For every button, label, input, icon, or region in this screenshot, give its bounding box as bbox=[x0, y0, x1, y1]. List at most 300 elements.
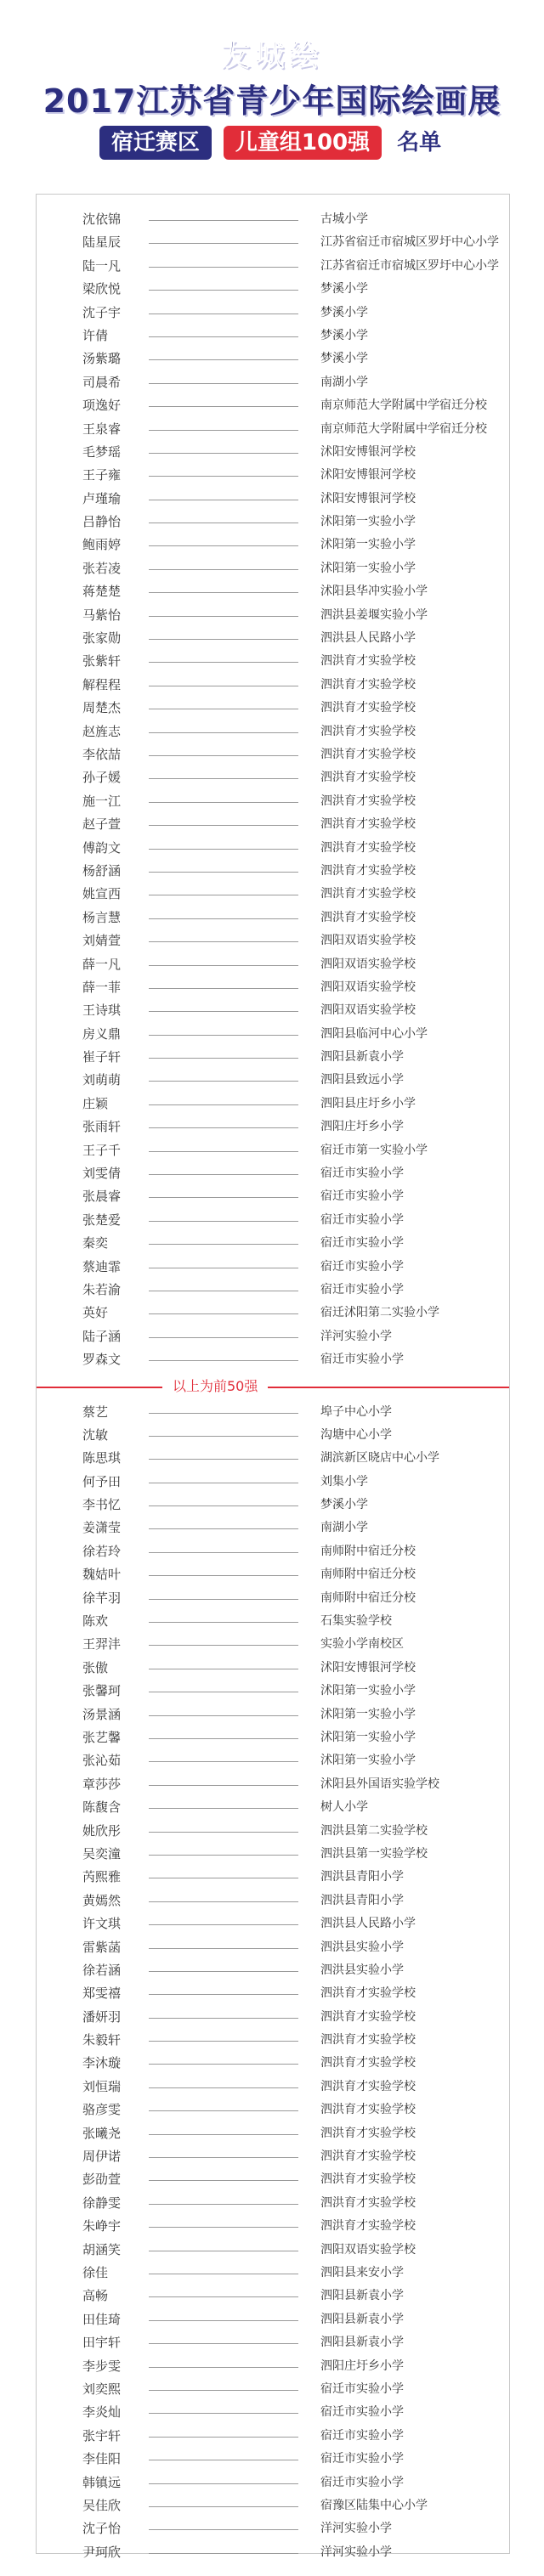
school-name: 泗洪育才实验学校 bbox=[320, 701, 416, 715]
list-item bbox=[37, 2541, 509, 2564]
school-name: 南京师范大学附属中学宿迁分校 bbox=[320, 398, 487, 413]
leader-line bbox=[149, 1313, 298, 1314]
page-title: 2017江苏省青少年国际绘画展 bbox=[42, 82, 502, 120]
list-item bbox=[37, 1325, 509, 1348]
school-name: 泗洪育才实验学校 bbox=[320, 2195, 416, 2210]
list-item bbox=[37, 1959, 509, 1982]
list-item bbox=[37, 534, 509, 556]
school-name: 洋河实验小学 bbox=[320, 2545, 392, 2559]
divider-label: 以上为前50强 bbox=[162, 1376, 268, 1398]
list-item bbox=[37, 953, 509, 976]
student-name: 张楚爱 bbox=[82, 1212, 122, 1228]
school-name: 南湖小学 bbox=[320, 375, 368, 389]
leader-line bbox=[149, 2413, 298, 2414]
leader-line bbox=[149, 1436, 298, 1437]
school-name: 泗阳县临河中心小学 bbox=[320, 1026, 428, 1041]
list-item bbox=[37, 1302, 509, 1325]
school-name: 沭阳安博银河学校 bbox=[320, 491, 416, 506]
student-name: 胡涵笑 bbox=[82, 2241, 122, 2257]
student-name: 张家勋 bbox=[82, 630, 122, 647]
student-name: 王诗琪 bbox=[82, 1003, 122, 1019]
leader-line bbox=[149, 988, 298, 989]
list-item bbox=[37, 2052, 509, 2075]
student-name: 张沁茹 bbox=[82, 1753, 122, 1769]
leader-line bbox=[149, 1622, 298, 1623]
list-item bbox=[37, 1633, 509, 1656]
school-name: 梦溪小学 bbox=[320, 282, 368, 297]
school-name: 沭阳第一实验小学 bbox=[320, 561, 416, 575]
list-item bbox=[37, 1703, 509, 1726]
leader-line bbox=[149, 1645, 298, 1646]
leader-line bbox=[149, 1855, 298, 1856]
school-name: 江苏省宿迁市宿城区罗圩中心小学 bbox=[320, 258, 499, 273]
student-name: 李佳阳 bbox=[82, 2451, 122, 2467]
leader-line bbox=[149, 1761, 298, 1762]
leader-line bbox=[149, 1948, 298, 1949]
school-name: 南师附中宿迁分校 bbox=[320, 1590, 416, 1605]
school-name: 沭阳安博银河学校 bbox=[320, 468, 416, 483]
student-name: 陈馥含 bbox=[82, 1799, 122, 1816]
school-name: 泗洪育才实验学校 bbox=[320, 2033, 416, 2048]
list-item bbox=[37, 1563, 509, 1586]
leader-line bbox=[149, 2390, 298, 2391]
list-item bbox=[37, 2494, 509, 2517]
list-item bbox=[37, 2448, 509, 2471]
school-name: 泗洪育才实验学校 bbox=[320, 2103, 416, 2117]
list-item bbox=[37, 1610, 509, 1633]
list-item bbox=[37, 2099, 509, 2121]
school-name: 泗洪育才实验学校 bbox=[320, 2009, 416, 2024]
school-name: 宿迁市实验小学 bbox=[320, 1167, 404, 1181]
leader-line bbox=[149, 592, 298, 593]
student-name: 李步雯 bbox=[82, 2358, 122, 2374]
school-name: 泗洪县青阳小学 bbox=[320, 1870, 404, 1884]
school-name: 洋河实验小学 bbox=[320, 1329, 392, 1343]
student-name: 尹珂欣 bbox=[82, 2544, 122, 2560]
leader-line bbox=[149, 2529, 298, 2530]
student-name: 刘恒瑞 bbox=[82, 2078, 122, 2094]
leader-line bbox=[149, 732, 298, 733]
list-item bbox=[37, 2029, 509, 2052]
leader-line bbox=[149, 849, 298, 850]
school-name: 沭阳安博银河学校 bbox=[320, 1660, 416, 1675]
student-name: 赵子萱 bbox=[82, 816, 122, 833]
leader-line bbox=[149, 1552, 298, 1553]
list-item bbox=[37, 2239, 509, 2262]
school-name: 宿豫区陆集中心小学 bbox=[320, 2498, 428, 2512]
leader-line bbox=[149, 1011, 298, 1012]
leader-line bbox=[149, 2553, 298, 2554]
leader-line bbox=[149, 2483, 298, 2484]
student-name: 陆子涵 bbox=[82, 1328, 122, 1344]
region-tag: 宿迁赛区 bbox=[99, 126, 212, 160]
student-name: 张晨睿 bbox=[82, 1189, 122, 1205]
list-item bbox=[37, 766, 509, 789]
student-name: 徐佳 bbox=[82, 2264, 109, 2280]
school-name: 沭阳第一实验小学 bbox=[320, 538, 416, 552]
list-item bbox=[37, 650, 509, 673]
list-item bbox=[37, 2401, 509, 2424]
student-name: 刘雯倩 bbox=[82, 1166, 122, 1182]
list-item bbox=[37, 2471, 509, 2494]
list-item bbox=[37, 1185, 509, 1208]
school-name: 泗洪育才实验学校 bbox=[320, 2126, 416, 2140]
list-item bbox=[37, 1447, 509, 1470]
school-name: 泗洪县实验小学 bbox=[320, 1940, 404, 1954]
school-name: 南京师范大学附属中学宿迁分校 bbox=[320, 421, 487, 436]
leader-line bbox=[149, 1738, 298, 1739]
leader-line bbox=[149, 825, 298, 826]
list-item bbox=[37, 883, 509, 906]
school-name: 宿迁市实验小学 bbox=[320, 1212, 404, 1227]
student-name: 黄嫣然 bbox=[82, 1892, 122, 1908]
student-name: 魏姞叶 bbox=[82, 1567, 122, 1583]
school-name: 埠子中心小学 bbox=[320, 1404, 392, 1419]
student-name: 徐芊羽 bbox=[82, 1590, 122, 1606]
leader-line bbox=[149, 1197, 298, 1198]
leader-line bbox=[149, 336, 298, 337]
student-name: 吕静怡 bbox=[82, 514, 122, 530]
student-name: 张紫轩 bbox=[82, 653, 122, 669]
student-name: 陈欢 bbox=[82, 1613, 109, 1630]
school-name: 宿迁市实验小学 bbox=[320, 1189, 404, 1204]
student-name: 田宇轩 bbox=[82, 2335, 122, 2351]
list-item bbox=[37, 2355, 509, 2378]
divider-line bbox=[37, 1387, 509, 1388]
top50-divider bbox=[37, 1372, 509, 1401]
winners-list-panel bbox=[36, 194, 510, 2560]
student-name: 朱若渝 bbox=[82, 1281, 122, 1297]
student-name: 周楚杰 bbox=[82, 700, 122, 716]
list-item bbox=[37, 2308, 509, 2331]
school-name: 泗洪育才实验学校 bbox=[320, 677, 416, 692]
student-name: 鲍雨婷 bbox=[82, 537, 122, 553]
list-item bbox=[37, 347, 509, 370]
school-name: 宿迁沭阳第二实验小学 bbox=[320, 1306, 439, 1320]
student-name: 彭劭萱 bbox=[82, 2172, 122, 2188]
school-name: 泗洪育才实验学校 bbox=[320, 887, 416, 901]
student-name: 王子雍 bbox=[82, 467, 122, 483]
student-name: 韩镇远 bbox=[82, 2474, 122, 2490]
leader-line bbox=[149, 1459, 298, 1460]
student-name: 陆一凡 bbox=[82, 257, 122, 274]
leader-line bbox=[149, 1221, 298, 1222]
school-name: 宿迁市实验小学 bbox=[320, 2452, 404, 2466]
school-name: 宿迁市实验小学 bbox=[320, 2475, 404, 2489]
student-name: 张艺馨 bbox=[82, 1730, 122, 1745]
school-name: 泗洪育才实验学校 bbox=[320, 771, 416, 785]
student-name: 汤景涵 bbox=[82, 1706, 122, 1722]
student-name: 崔子轩 bbox=[82, 1049, 122, 1065]
leader-line bbox=[149, 2227, 298, 2228]
school-name: 泗洪县姜堰实验小学 bbox=[320, 607, 428, 622]
student-name: 蒋楚楚 bbox=[82, 584, 122, 600]
leader-line bbox=[149, 1715, 298, 1716]
leader-line bbox=[149, 1575, 298, 1576]
school-name: 宿迁市实验小学 bbox=[320, 2381, 404, 2396]
subtitle-row bbox=[0, 124, 544, 161]
school-name: 宿迁市实验小学 bbox=[320, 1259, 404, 1274]
school-name: 泗阳县新袁小学 bbox=[320, 1050, 404, 1065]
school-name: 梦溪小学 bbox=[320, 305, 368, 319]
leader-line bbox=[149, 1994, 298, 1995]
leader-line bbox=[149, 453, 298, 454]
list-item bbox=[37, 255, 509, 278]
list-item bbox=[37, 837, 509, 860]
list-item bbox=[37, 697, 509, 720]
school-name: 沭阳第一实验小学 bbox=[320, 1707, 416, 1721]
student-name: 田佳琦 bbox=[82, 2311, 122, 2327]
leader-line bbox=[149, 1244, 298, 1245]
leader-line bbox=[149, 2367, 298, 2368]
list-item bbox=[37, 720, 509, 743]
school-name: 泗洪育才实验学校 bbox=[320, 2149, 416, 2164]
student-name: 杨言慧 bbox=[82, 909, 122, 925]
student-name: 雷紫菡 bbox=[82, 1939, 122, 1955]
list-item bbox=[37, 1471, 509, 1494]
school-name: 湖滨新区晓店中心小学 bbox=[320, 1451, 439, 1466]
student-name: 张雨轩 bbox=[82, 1119, 122, 1135]
list-item bbox=[37, 1517, 509, 1539]
leader-line bbox=[149, 2087, 298, 2088]
school-name: 泗洪育才实验学校 bbox=[320, 817, 416, 832]
school-name: 宿迁市实验小学 bbox=[320, 1282, 404, 1296]
school-name: 泗阳县新袁小学 bbox=[320, 2312, 404, 2326]
student-name: 周伊诺 bbox=[82, 2149, 122, 2165]
leader-line bbox=[149, 1360, 298, 1361]
leader-line bbox=[149, 2296, 298, 2297]
school-name: 沭阳第一实验小学 bbox=[320, 1754, 416, 1768]
leader-line bbox=[149, 1174, 298, 1175]
list-item bbox=[37, 302, 509, 325]
list-item bbox=[37, 488, 509, 511]
student-name: 刘婧萱 bbox=[82, 933, 122, 949]
leader-line bbox=[149, 1104, 298, 1105]
list-item bbox=[37, 1139, 509, 1162]
student-name: 姜潇莹 bbox=[82, 1520, 122, 1536]
student-name: 汤紫璐 bbox=[82, 351, 122, 367]
list-item bbox=[37, 1232, 509, 1255]
list-item bbox=[37, 557, 509, 580]
list-item bbox=[37, 2006, 509, 2029]
school-name: 泗阳双语实验学校 bbox=[320, 957, 416, 971]
student-name: 司晨希 bbox=[82, 374, 122, 390]
list-item bbox=[37, 1116, 509, 1138]
school-name: 江苏省宿迁市宿城区罗圩中心小学 bbox=[320, 235, 499, 250]
list-item bbox=[37, 1912, 509, 1935]
student-name: 张若凌 bbox=[82, 560, 122, 576]
list-item bbox=[37, 860, 509, 883]
student-name: 刘奕熙 bbox=[82, 2381, 122, 2397]
student-name: 英好 bbox=[82, 1305, 109, 1321]
list-item bbox=[37, 1890, 509, 1912]
student-name: 蔡艺 bbox=[82, 1404, 109, 1420]
school-name: 宿迁市第一实验小学 bbox=[320, 1143, 428, 1157]
student-name: 王羿沣 bbox=[82, 1636, 122, 1652]
list-item bbox=[37, 604, 509, 627]
student-name: 解程程 bbox=[82, 676, 122, 692]
student-name: 沈依锦 bbox=[82, 212, 122, 227]
student-name: 卢瑾瑜 bbox=[82, 490, 122, 506]
list-item bbox=[37, 813, 509, 836]
student-name: 潘妍羽 bbox=[82, 2008, 122, 2025]
student-name: 罗森文 bbox=[82, 1352, 122, 1368]
list-item bbox=[37, 1023, 509, 1046]
student-name: 张傲 bbox=[82, 1659, 109, 1675]
list-item bbox=[37, 464, 509, 487]
student-name: 施一江 bbox=[82, 793, 122, 809]
school-name: 泗洪育才实验学校 bbox=[320, 794, 416, 808]
student-name: 马紫怡 bbox=[82, 607, 122, 623]
leader-line bbox=[149, 965, 298, 966]
leader-line bbox=[149, 2018, 298, 2019]
list-item bbox=[37, 2076, 509, 2099]
leader-line bbox=[149, 2204, 298, 2205]
student-name: 沈子宇 bbox=[82, 304, 122, 320]
list-item bbox=[37, 1256, 509, 1279]
school-name: 泗洪县人民路小学 bbox=[320, 1917, 416, 1931]
student-name: 庄颖 bbox=[82, 1095, 109, 1111]
header-banner bbox=[0, 0, 544, 178]
student-name: 薛一凡 bbox=[82, 956, 122, 972]
leader-line bbox=[149, 1785, 298, 1786]
student-name: 蔡迪霏 bbox=[82, 1258, 122, 1274]
leader-line bbox=[149, 1413, 298, 1414]
brand-title: 友城绘 bbox=[221, 39, 323, 73]
student-name: 赵旌志 bbox=[82, 723, 122, 739]
school-name: 梦溪小学 bbox=[320, 352, 368, 366]
school-name: 泗洪县人民路小学 bbox=[320, 631, 416, 646]
list-item bbox=[37, 2425, 509, 2448]
list-item bbox=[37, 2378, 509, 2401]
student-name: 吴佳欣 bbox=[82, 2497, 122, 2513]
leader-line bbox=[149, 359, 298, 360]
student-name: 许文琪 bbox=[82, 1916, 122, 1932]
list-item bbox=[37, 1587, 509, 1610]
student-name: 许倩 bbox=[82, 327, 109, 343]
school-name: 沭阳县华冲实验小学 bbox=[320, 585, 428, 599]
list-item bbox=[37, 2331, 509, 2354]
list-item bbox=[37, 1936, 509, 1959]
leader-line bbox=[149, 1081, 298, 1082]
student-name: 孙子媛 bbox=[82, 770, 122, 786]
school-name: 泗洪育才实验学校 bbox=[320, 1986, 416, 2001]
school-name: 泗阳双语实验学校 bbox=[320, 980, 416, 994]
leader-line bbox=[149, 430, 298, 431]
student-name: 姚欣彤 bbox=[82, 1822, 122, 1839]
leader-line bbox=[149, 1337, 298, 1338]
student-name: 何予田 bbox=[82, 1473, 122, 1489]
leader-line bbox=[149, 1035, 298, 1036]
list-item bbox=[37, 2122, 509, 2145]
leader-line bbox=[149, 267, 298, 268]
school-name: 泗洪育才实验学校 bbox=[320, 840, 416, 855]
school-name: 泗洪县第一实验学校 bbox=[320, 1846, 428, 1861]
school-name: 宿迁市实验小学 bbox=[320, 1236, 404, 1251]
list-item bbox=[37, 2285, 509, 2308]
list-item bbox=[37, 1279, 509, 1302]
leader-line bbox=[149, 872, 298, 873]
list-item bbox=[37, 1540, 509, 1563]
leader-line bbox=[149, 918, 298, 919]
student-name: 沈敏 bbox=[82, 1426, 109, 1443]
school-name: 沭阳安博银河学校 bbox=[320, 444, 416, 459]
list-item bbox=[37, 231, 509, 254]
list-item bbox=[37, 511, 509, 534]
list-item bbox=[37, 1348, 509, 1371]
school-name: 洋河实验小学 bbox=[320, 2522, 392, 2536]
school-name: 泗洪育才实验学校 bbox=[320, 910, 416, 924]
student-name: 吴奕潼 bbox=[82, 1845, 122, 1861]
leader-line bbox=[149, 1127, 298, 1128]
school-name: 泗阳庄圩乡小学 bbox=[320, 2359, 404, 2373]
student-name: 项逸好 bbox=[82, 398, 122, 414]
list-item bbox=[37, 208, 509, 231]
list-item bbox=[37, 976, 509, 999]
student-name: 章莎莎 bbox=[82, 1776, 122, 1792]
list-item bbox=[37, 2262, 509, 2285]
student-name: 房义鼎 bbox=[82, 1025, 122, 1042]
student-name: 陆星辰 bbox=[82, 234, 122, 251]
list-item bbox=[37, 580, 509, 603]
school-name: 泗阳县庄圩乡小学 bbox=[320, 1096, 416, 1110]
school-name: 南师附中宿迁分校 bbox=[320, 1568, 416, 1582]
leader-line bbox=[149, 616, 298, 617]
student-name: 张曦尧 bbox=[82, 2125, 122, 2141]
school-name: 沭阳县外国语实验学校 bbox=[320, 1777, 439, 1791]
student-name: 徐静雯 bbox=[82, 2195, 122, 2211]
school-name: 泗洪育才实验学校 bbox=[320, 654, 416, 669]
school-name: 泗阳县致远小学 bbox=[320, 1073, 404, 1087]
school-name: 刘集小学 bbox=[320, 1474, 368, 1489]
school-name: 泗洪育才实验学校 bbox=[320, 2219, 416, 2234]
list-item bbox=[37, 1982, 509, 2005]
student-name: 梁欣悦 bbox=[82, 281, 122, 297]
student-name: 张馨珂 bbox=[82, 1683, 122, 1699]
leader-line bbox=[149, 755, 298, 756]
school-name: 泗阳县新袁小学 bbox=[320, 2336, 404, 2350]
list-item bbox=[37, 1162, 509, 1185]
student-name: 傅韵文 bbox=[82, 839, 122, 856]
school-name: 泗洪县第二实验学校 bbox=[320, 1823, 428, 1838]
leader-line bbox=[149, 2157, 298, 2158]
student-name: 朱峥宇 bbox=[82, 2218, 122, 2234]
student-name: 李书忆 bbox=[82, 1497, 122, 1513]
school-name: 泗阳双语实验学校 bbox=[320, 1003, 416, 1018]
school-name: 宿迁市实验小学 bbox=[320, 1353, 404, 1367]
list-item bbox=[37, 999, 509, 1022]
leader-line bbox=[149, 2134, 298, 2135]
student-name: 李依喆 bbox=[82, 746, 122, 762]
leader-line bbox=[149, 243, 298, 244]
school-name: 古城小学 bbox=[320, 212, 368, 226]
list-item bbox=[37, 1046, 509, 1069]
leader-line bbox=[149, 2320, 298, 2321]
school-name: 梦溪小学 bbox=[320, 328, 368, 342]
list-item bbox=[37, 325, 509, 347]
leader-line bbox=[149, 1832, 298, 1833]
leader-line bbox=[149, 1058, 298, 1059]
list-item bbox=[37, 929, 509, 952]
leader-line bbox=[149, 2041, 298, 2042]
school-name: 南湖小学 bbox=[320, 1521, 368, 1535]
list-item bbox=[37, 1843, 509, 1866]
student-name: 沈子怡 bbox=[82, 2521, 122, 2537]
student-name: 徐若玲 bbox=[82, 1543, 122, 1559]
student-name: 秦奕 bbox=[82, 1235, 109, 1251]
list-label: 名单 bbox=[397, 130, 442, 155]
list-item bbox=[37, 1657, 509, 1680]
